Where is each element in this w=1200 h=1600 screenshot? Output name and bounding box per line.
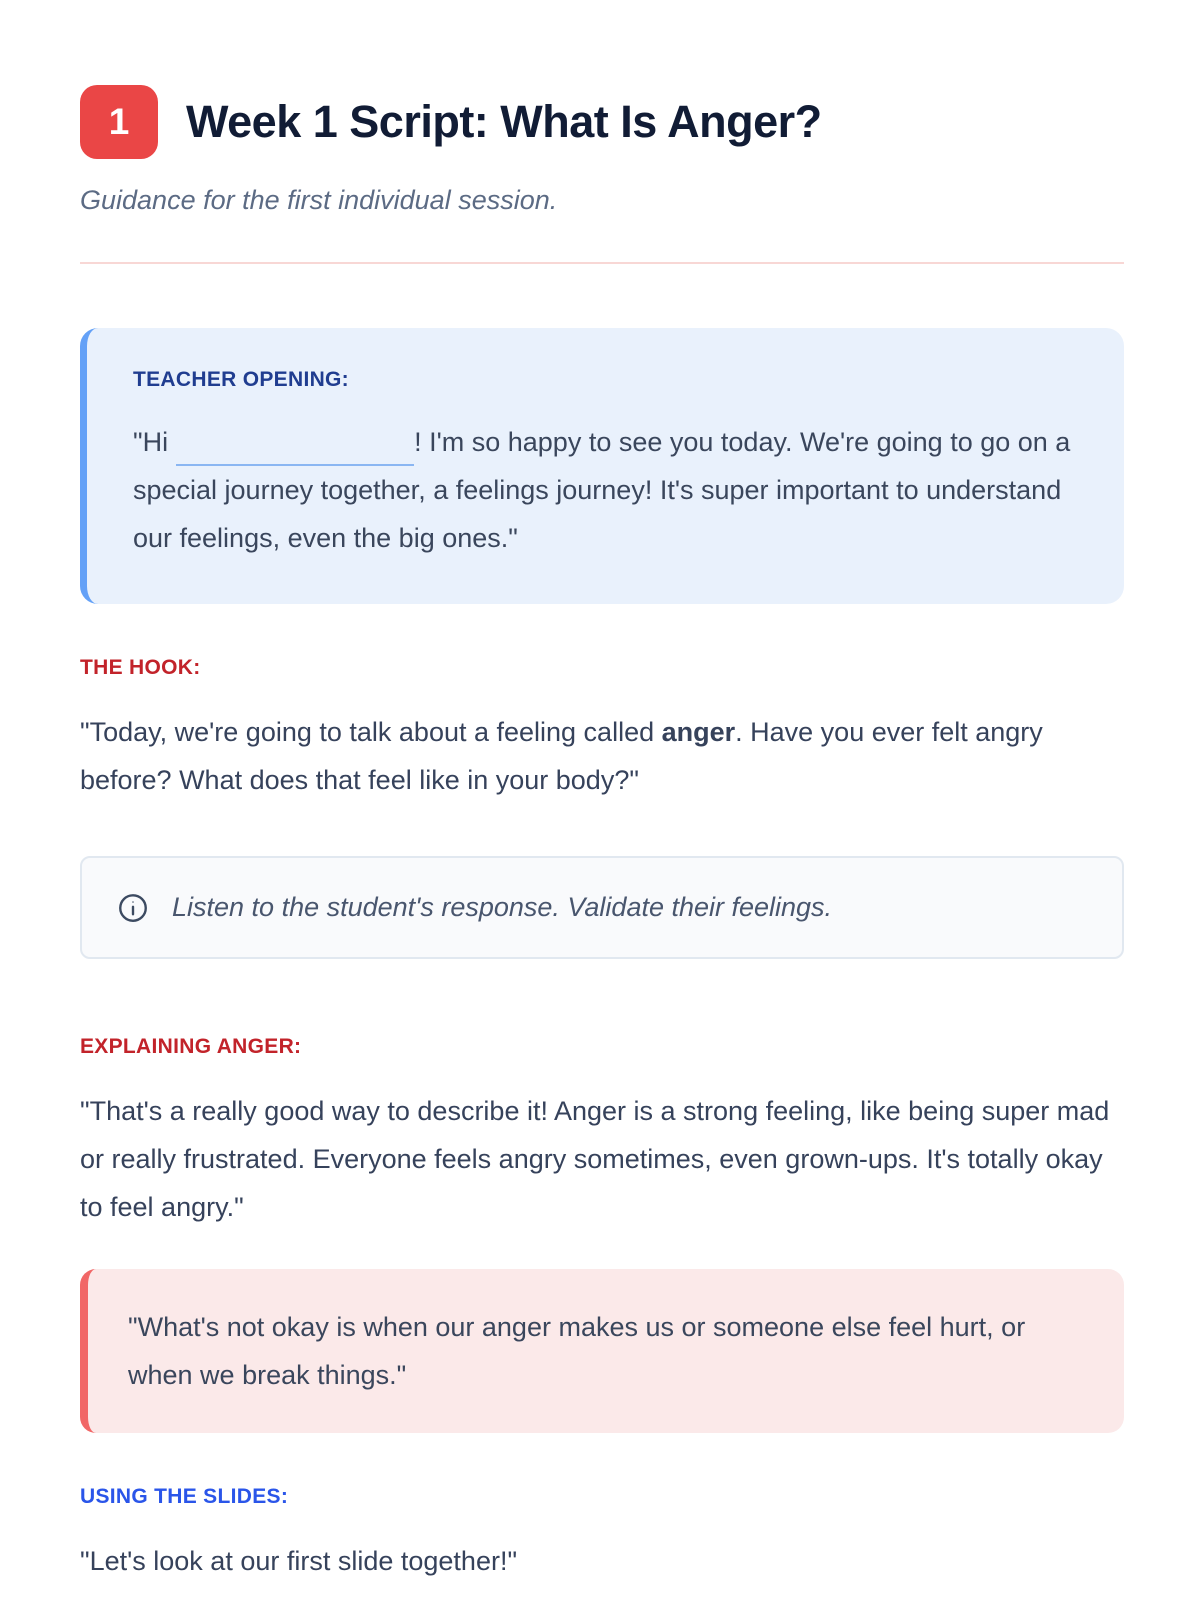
not-okay-quote: "What's not okay is when our anger makes us or someone else feel hurt, or when we break things." [128,1312,1026,1390]
page-header [80,85,1124,159]
teacher-opening-quote [133,418,1078,562]
slides-paragraph: "Let's look at our first slide together!" [80,1546,518,1576]
teacher-opening-label: TEACHER OPENING: [133,368,349,391]
hook-paragraph [80,708,1124,804]
page-subtitle: Guidance for the first individual session. [80,185,558,215]
listen-note-box [80,856,1124,959]
week-number-badge: 1 [80,85,158,159]
explaining-paragraph: "That's a really good way to describe it! Anger is a strong feeling, like being super mad or really frustrated. Everyone feels angry sometimes, even grown-ups. It's totally okay to feel angry." [80,1096,1110,1222]
quote-suffix: ! I'm so happy to see you today. We're going to go on a special journey together, a feelings journey! It's super important to understand our feelings, even the big ones." [133,427,1071,553]
section-divider [80,262,1124,264]
explaining-heading: EXPLAINING ANGER: [80,1035,302,1058]
hook-heading: THE HOOK: [80,656,201,679]
quote-prefix: "Hi [133,427,169,457]
student-name-blank [176,438,414,466]
page-title: Week 1 Script: What Is Anger? [186,96,822,147]
teacher-opening-callout [80,328,1124,604]
not-okay-callout [80,1269,1124,1433]
listen-note-text: Listen to the student's response. Validate their feelings. [172,892,833,922]
hook-bold-word: anger [661,717,736,747]
slides-heading: USING THE SLIDES: [80,1485,289,1508]
hook-text-after: . Have you ever felt angry before? What does that feel like in your body?" [80,717,1043,795]
info-icon [118,893,148,923]
hook-text-before: "Today, we're going to talk about a feeling called [80,717,662,747]
